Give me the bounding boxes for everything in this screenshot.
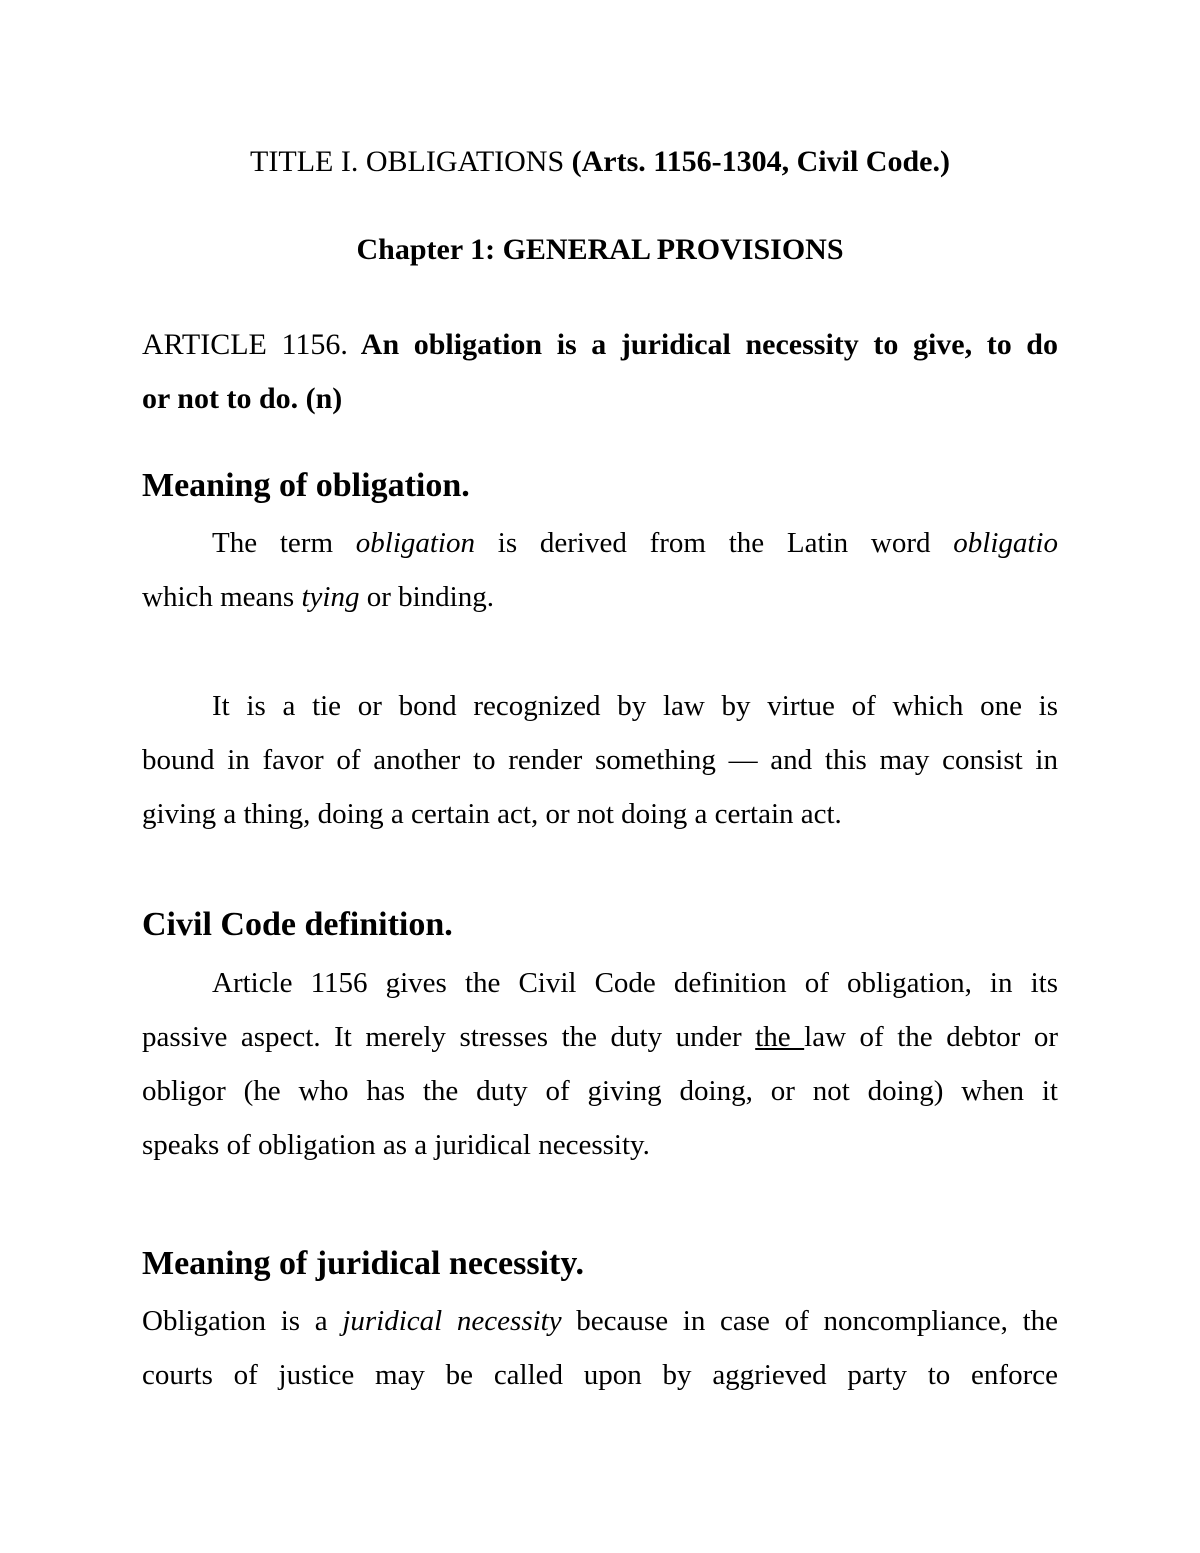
bond-line-3: giving a thing, doing a certain act, or not doing a certain act. [142, 798, 842, 830]
text-run: because in case of noncompliance, the [561, 1305, 1058, 1337]
text-run: Obligation is a [142, 1305, 343, 1337]
necessity-line-2: courts of justice may be called upon by aggrieved party to enforce [142, 1359, 1058, 1391]
italic-term-obligation: obligation [355, 527, 475, 559]
necessity-line-1 [142, 1294, 1058, 1348]
underlined-word: the [755, 1021, 805, 1053]
etymology-line-2 [142, 570, 1058, 624]
paragraph-civil-code-definition [142, 956, 1058, 1172]
chapter-heading: Chapter 1: GENERAL PROVISIONS [356, 233, 844, 266]
etymology-line-1 [142, 516, 1058, 570]
heading-meaning-of-obligation: Meaning of obligation. [142, 467, 470, 504]
title-lead: TITLE I. OBLIGATIONS [250, 145, 572, 178]
heading-civil-code-definition: Civil Code definition. [142, 906, 453, 943]
text-run: is derived from the Latin word [475, 527, 954, 559]
italic-term-tying: tying [301, 581, 360, 613]
text-run: which means [142, 581, 302, 613]
article-number: ARTICLE 1156. [142, 328, 348, 361]
paragraph-tie-or-bond [142, 679, 1058, 841]
text-run: or binding. [359, 581, 494, 613]
paragraph-obligation-etymology [142, 516, 1058, 624]
text-run: The term [212, 527, 356, 559]
article-1156 [142, 318, 1058, 426]
text-run: passive aspect. It merely stresses the duty under [142, 1021, 756, 1053]
definition-line-4: speaks of obligation as a juridical necessity. [142, 1129, 650, 1161]
article-text-2: or not to do. (n) [142, 382, 343, 415]
heading-meaning-of-juridical-necessity: Meaning of juridical necessity. [142, 1245, 584, 1282]
article-line-1 [142, 318, 1058, 372]
text-run: law of the debtor or [804, 1021, 1058, 1053]
title-range: (Arts. 1156-1304, Civil Code.) [571, 145, 950, 178]
definition-line-1: Article 1156 gives the Civil Code definition of obligation, in its [212, 967, 1058, 999]
italic-term-obligatio: obligatio [953, 527, 1058, 559]
document-title [142, 142, 1058, 182]
italic-term-juridical-necessity: juridical necessity [342, 1305, 562, 1337]
article-text-1: An obligation is a juridical necessity to give, to do [347, 328, 1058, 361]
paragraph-juridical-necessity [142, 1294, 1058, 1402]
definition-line-3: obligor (he who has the duty of giving doing, or not doing) when it [142, 1075, 1058, 1107]
definition-line-2 [142, 1010, 1058, 1064]
bond-line-2: bound in favor of another to render something — and this may consist in [142, 744, 1058, 776]
bond-line-1: It is a tie or bond recognized by law by virtue of which one is [212, 690, 1058, 722]
